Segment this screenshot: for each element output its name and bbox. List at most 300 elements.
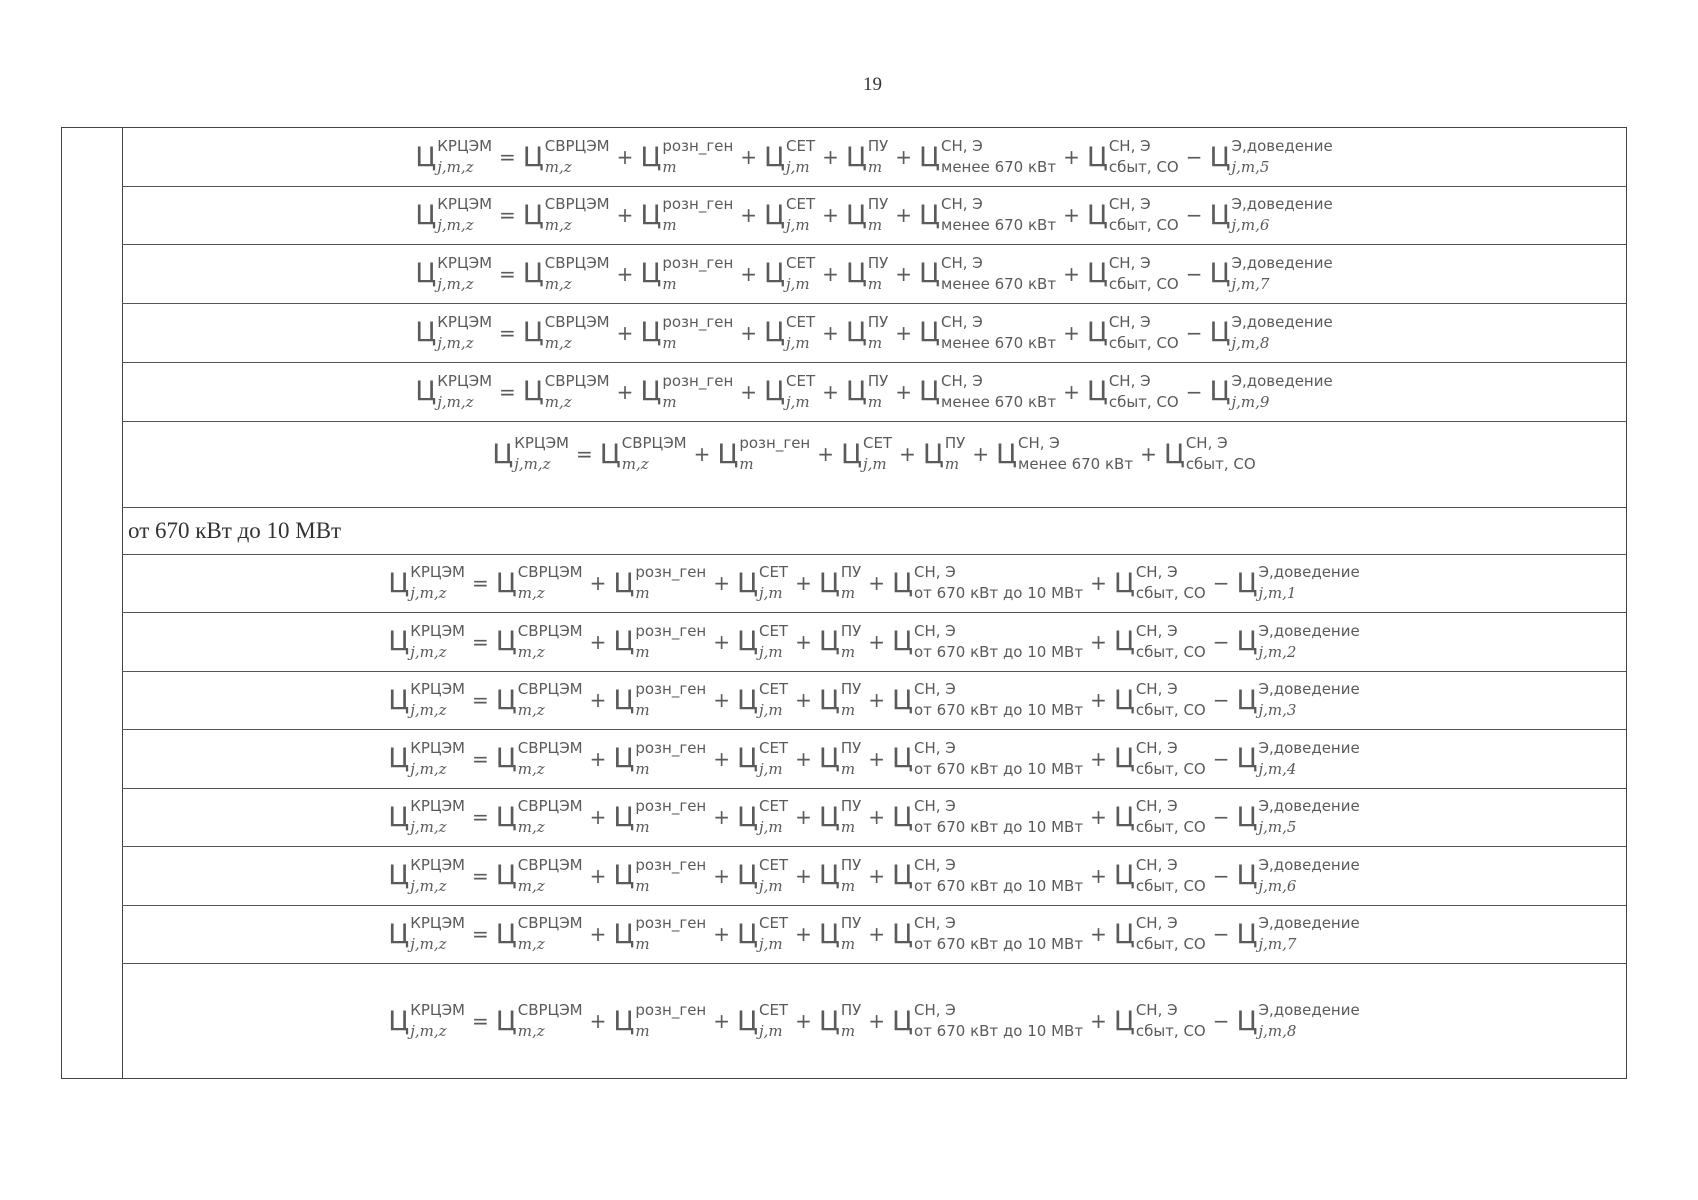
plus-sign: +	[1090, 863, 1107, 888]
krcem-superscript: КРЦЭМ	[437, 137, 493, 155]
set-subscript: j,m	[758, 759, 783, 778]
sbyt-scripts	[1136, 857, 1206, 895]
krcem-term	[415, 255, 492, 293]
svrcem-superscript: СВРЦЭМ	[517, 738, 583, 757]
svrcem-scripts	[518, 857, 583, 895]
sbyt-base: Ц	[1113, 860, 1135, 891]
table-row	[122, 554, 1626, 613]
krcem-scripts	[410, 915, 465, 953]
price-formula	[387, 1002, 1360, 1040]
rozn-gen-scripts	[635, 681, 706, 719]
krcem-scripts	[410, 564, 465, 602]
pu-base: Ц	[922, 438, 944, 470]
sbyt-base: Ц	[1113, 626, 1135, 657]
krcem-base: Ц	[415, 199, 437, 231]
rozn-gen-base: Ц	[613, 860, 635, 891]
sn-term	[892, 1002, 1083, 1040]
plus-sign: +	[895, 320, 913, 345]
pu-subscript: m	[867, 274, 883, 293]
krcem-subscript: j,m,z	[410, 1022, 447, 1040]
table-row	[122, 612, 1626, 672]
set-subscript: j,m	[758, 876, 783, 895]
plus-sign: +	[740, 379, 758, 404]
dovedenie-superscript: Э,доведение	[1258, 855, 1360, 874]
pu-subscript: m	[840, 1022, 856, 1040]
sbyt-superscript: СН, Э	[1108, 312, 1151, 331]
rozn-gen-scripts	[635, 623, 706, 661]
sbyt-subscript: сбыт, СО	[1135, 935, 1206, 953]
svrcem-base: Ц	[495, 1005, 517, 1037]
svrcem-base: Ц	[495, 626, 517, 657]
sn-scripts	[914, 740, 1083, 778]
plus-sign: +	[1090, 1009, 1107, 1033]
sbyt-term	[1087, 373, 1179, 411]
sn-superscript: СН, Э	[1018, 434, 1060, 452]
svrcem-scripts	[545, 196, 610, 234]
dovedenie-subscript: j,m,8	[1258, 1022, 1297, 1040]
price-formula	[387, 915, 1360, 953]
set-subscript: j,m	[758, 818, 783, 836]
sbyt-base: Ц	[1113, 801, 1135, 833]
table-row	[122, 671, 1626, 730]
sbyt-subscript: сбыт, СО	[1108, 274, 1179, 293]
price-formula	[414, 138, 1333, 176]
set-scripts	[759, 857, 788, 895]
plus-sign: +	[1063, 203, 1080, 227]
dovedenie-subscript: j,m,5	[1231, 158, 1270, 176]
sbyt-base: Ц	[1113, 743, 1135, 774]
dovedenie-subscript: j,m,9	[1231, 392, 1270, 411]
pu-base: Ц	[818, 567, 840, 599]
dovedenie-base: Ц	[1236, 684, 1258, 716]
krcem-subscript: j,m,z	[437, 216, 474, 234]
plus-sign: +	[1090, 746, 1107, 771]
krcem-base: Ц	[388, 626, 410, 657]
minus-sign: −	[1185, 379, 1203, 404]
krcem-base: Ц	[388, 918, 410, 950]
dovedenie-base: Ц	[1236, 918, 1258, 950]
sbyt-superscript: СН, Э	[1108, 253, 1151, 272]
pu-term	[819, 740, 861, 778]
krcem-term	[388, 915, 465, 953]
pu-superscript: ПУ	[840, 680, 862, 698]
dovedenie-term	[1237, 564, 1360, 602]
krcem-base: Ц	[388, 1005, 410, 1037]
dovedenie-base: Ц	[1209, 141, 1231, 173]
dovedenie-superscript: Э,доведение	[1258, 563, 1360, 581]
plus-sign: +	[895, 261, 913, 286]
rozn-gen-base: Ц	[613, 918, 635, 950]
sbyt-scripts	[1109, 314, 1179, 352]
set-base: Ц	[737, 860, 758, 891]
svrcem-subscript: m,z	[517, 642, 545, 661]
set-base: Ц	[764, 141, 785, 173]
sbyt-superscript: СН, Э	[1108, 137, 1151, 155]
rozn-gen-subscript: m	[662, 216, 677, 234]
set-term	[737, 681, 788, 719]
sn-base: Ц	[892, 1005, 913, 1037]
plus-sign: +	[589, 922, 607, 946]
plus-sign: +	[1090, 805, 1107, 829]
set-subscript: j,m	[862, 455, 887, 473]
set-term	[737, 1002, 788, 1040]
set-scripts	[863, 435, 892, 473]
sn-term	[892, 564, 1083, 602]
set-scripts	[759, 623, 788, 661]
pu-base: Ц	[845, 258, 867, 289]
rozn-gen-term	[613, 915, 706, 953]
sn-subscript: от 670 кВт до 10 МВт	[914, 701, 1084, 719]
sbyt-base: Ц	[1113, 567, 1135, 599]
dovedenie-base: Ц	[1236, 626, 1258, 657]
dovedenie-base: Ц	[1236, 567, 1258, 599]
sn-scripts	[941, 255, 1056, 293]
rozn-gen-scripts	[739, 435, 810, 473]
pu-superscript: ПУ	[840, 563, 862, 581]
rozn-gen-term	[640, 314, 733, 352]
rozn-gen-scripts	[635, 915, 706, 953]
dovedenie-base: Ц	[1209, 317, 1231, 348]
krcem-scripts	[437, 196, 492, 234]
minus-sign: −	[1212, 805, 1230, 829]
pu-superscript: ПУ	[867, 312, 889, 331]
dovedenie-base: Ц	[1236, 1005, 1258, 1037]
svrcem-subscript: m,z	[621, 455, 649, 473]
krcem-superscript: КРЦЭМ	[410, 855, 465, 874]
rozn-gen-superscript: розн_ген	[662, 137, 734, 155]
dovedenie-subscript: j,m,7	[1231, 274, 1270, 293]
pu-base: Ц	[818, 801, 840, 833]
svrcem-base: Ц	[495, 860, 517, 891]
plus-sign: +	[589, 629, 607, 654]
price-formula	[387, 798, 1360, 836]
krcem-subscript: j,m,z	[410, 935, 447, 953]
svrcem-superscript: СВРЦЭМ	[544, 195, 610, 213]
dovedenie-subscript: j,m,3	[1258, 701, 1297, 719]
sbyt-superscript: СН, Э	[1135, 914, 1178, 932]
plus-sign: +	[868, 805, 886, 829]
sbyt-scripts	[1136, 915, 1206, 953]
rozn-gen-superscript: розн_ген	[635, 680, 707, 698]
plus-sign: +	[795, 863, 812, 888]
rozn-gen-superscript: розн_ген	[635, 855, 707, 874]
table-left-column	[62, 128, 123, 1078]
dovedenie-scripts	[1231, 138, 1332, 176]
set-term	[737, 857, 788, 895]
set-superscript: СЕТ	[758, 797, 789, 815]
plus-sign: +	[616, 203, 634, 227]
rozn-gen-term	[613, 564, 706, 602]
plus-sign: +	[713, 688, 731, 712]
plus-sign: +	[899, 442, 916, 466]
sbyt-subscript: сбыт, СО	[1108, 333, 1179, 352]
svrcem-scripts	[518, 798, 583, 836]
sbyt-term	[1087, 196, 1179, 234]
equals-sign: =	[499, 379, 516, 404]
sn-base: Ц	[892, 626, 913, 657]
rozn-gen-base: Ц	[640, 199, 662, 231]
sbyt-subscript: сбыт, СО	[1108, 392, 1179, 411]
dovedenie-scripts	[1258, 1002, 1359, 1040]
sbyt-term	[1114, 798, 1206, 836]
minus-sign: −	[1185, 145, 1203, 169]
set-scripts	[786, 138, 815, 176]
rozn-gen-term	[640, 255, 733, 293]
krcem-superscript: КРЦЭМ	[410, 1001, 465, 1019]
krcem-term	[388, 798, 465, 836]
dovedenie-subscript: j,m,2	[1258, 642, 1297, 661]
sbyt-base: Ц	[1086, 199, 1108, 231]
plus-sign: +	[589, 688, 607, 712]
table-row	[122, 244, 1626, 304]
pu-scripts	[841, 681, 861, 719]
svrcem-superscript: СВРЦЭМ	[621, 434, 687, 452]
rozn-gen-superscript: розн_ген	[662, 253, 734, 272]
sn-scripts	[914, 623, 1083, 661]
set-base: Ц	[737, 567, 758, 599]
sn-subscript: от 670 кВт до 10 МВт	[914, 1022, 1084, 1040]
plus-sign: +	[1090, 688, 1107, 712]
sn-term	[996, 435, 1133, 473]
pu-base: Ц	[818, 860, 840, 891]
svrcem-subscript: m,z	[517, 1022, 545, 1040]
pu-scripts	[868, 138, 888, 176]
set-base: Ц	[737, 1005, 758, 1037]
set-subscript: j,m	[786, 274, 810, 293]
sbyt-scripts	[1136, 564, 1206, 602]
svrcem-term	[523, 255, 610, 293]
set-base: Ц	[737, 626, 758, 657]
pu-scripts	[868, 314, 888, 352]
set-scripts	[759, 564, 788, 602]
price-formula	[387, 681, 1360, 719]
set-term	[737, 798, 788, 836]
set-scripts	[786, 373, 815, 411]
pu-term	[819, 681, 861, 719]
plus-sign: +	[713, 1009, 731, 1033]
plus-sign: +	[713, 571, 731, 595]
sbyt-scripts	[1109, 255, 1179, 293]
rozn-gen-superscript: розн_ген	[635, 563, 707, 581]
sbyt-subscript: сбыт, СО	[1135, 701, 1206, 719]
equals-sign: =	[472, 863, 489, 888]
plus-sign: +	[868, 629, 886, 654]
sbyt-term	[1114, 915, 1206, 953]
set-superscript: СЕТ	[786, 253, 816, 272]
krcem-base: Ц	[388, 567, 410, 599]
equals-sign: =	[472, 805, 489, 829]
plus-sign: +	[713, 805, 731, 829]
section-label: от 670 кВт до 10 МВт	[122, 508, 1626, 555]
set-term	[737, 623, 788, 661]
dovedenie-term	[1237, 623, 1360, 661]
krcem-subscript: j,m,z	[410, 642, 447, 661]
sbyt-term	[1087, 138, 1179, 176]
equals-sign: =	[499, 145, 516, 169]
sbyt-base: Ц	[1113, 918, 1135, 950]
krcem-term	[388, 564, 465, 602]
table-row	[122, 846, 1626, 906]
pu-term	[846, 255, 888, 293]
pu-superscript: ПУ	[867, 253, 889, 272]
krcem-base: Ц	[388, 801, 410, 833]
svrcem-base: Ц	[522, 376, 544, 407]
sn-superscript: СН, Э	[914, 914, 956, 932]
rozn-gen-base: Ц	[717, 438, 739, 470]
price-formula	[387, 740, 1360, 778]
plus-sign: +	[822, 379, 839, 404]
sn-subscript: менее 670 кВт	[941, 333, 1057, 352]
dovedenie-superscript: Э,доведение	[1231, 253, 1333, 272]
sbyt-subscript: сбыт, СО	[1135, 818, 1206, 836]
sn-scripts	[914, 915, 1083, 953]
pu-superscript: ПУ	[840, 738, 862, 757]
set-subscript: j,m	[786, 216, 810, 234]
sbyt-superscript: СН, Э	[1135, 621, 1178, 640]
plus-sign: +	[795, 629, 812, 654]
pu-base: Ц	[845, 199, 867, 231]
svrcem-superscript: СВРЦЭМ	[517, 855, 583, 874]
dovedenie-scripts	[1231, 373, 1332, 411]
rozn-gen-subscript: m	[635, 701, 650, 719]
sn-superscript: СН, Э	[941, 371, 983, 390]
sn-subscript: менее 670 кВт	[1018, 455, 1134, 473]
plus-sign: +	[1063, 145, 1080, 169]
svrcem-term	[523, 373, 610, 411]
sbyt-base: Ц	[1113, 684, 1135, 716]
dovedenie-scripts	[1231, 255, 1332, 293]
set-superscript: СЕТ	[786, 312, 816, 331]
sbyt-base: Ц	[1163, 438, 1185, 470]
rozn-gen-subscript: m	[662, 392, 677, 411]
rozn-gen-base: Ц	[613, 567, 635, 599]
pu-superscript: ПУ	[840, 855, 862, 874]
sn-superscript: СН, Э	[914, 738, 956, 757]
sbyt-term	[1087, 255, 1179, 293]
set-subscript: j,m	[786, 392, 810, 411]
svrcem-subscript: m,z	[517, 876, 545, 895]
sn-scripts	[941, 373, 1056, 411]
minus-sign: −	[1185, 261, 1203, 286]
svrcem-scripts	[622, 435, 687, 473]
sn-scripts	[914, 857, 1083, 895]
plus-sign: +	[795, 746, 812, 771]
svrcem-base: Ц	[495, 918, 517, 950]
rozn-gen-term	[613, 798, 706, 836]
plus-sign: +	[713, 922, 731, 946]
svrcem-subscript: m,z	[544, 274, 572, 293]
pu-scripts	[841, 623, 861, 661]
set-base: Ц	[737, 918, 758, 950]
plus-sign: +	[740, 203, 758, 227]
dovedenie-superscript: Э,доведение	[1231, 195, 1333, 213]
rozn-gen-scripts	[662, 373, 733, 411]
sbyt-superscript: СН, Э	[1135, 680, 1178, 698]
svrcem-scripts	[518, 564, 583, 602]
plus-sign: +	[795, 1009, 812, 1033]
plus-sign: +	[868, 922, 886, 946]
set-term	[841, 435, 892, 473]
krcem-subscript: j,m,z	[437, 392, 474, 411]
krcem-subscript: j,m,z	[410, 701, 447, 719]
equals-sign: =	[472, 571, 489, 595]
rozn-gen-scripts	[635, 564, 706, 602]
sbyt-base: Ц	[1113, 1005, 1135, 1037]
pu-scripts	[841, 1002, 861, 1040]
krcem-scripts	[437, 255, 492, 293]
svrcem-term	[523, 138, 610, 176]
krcem-subscript: j,m,z	[410, 759, 447, 778]
pu-term	[846, 196, 888, 234]
krcem-base: Ц	[388, 743, 410, 774]
pu-subscript: m	[944, 455, 960, 473]
plus-sign: +	[1140, 442, 1157, 466]
pu-subscript: m	[867, 333, 883, 352]
page-number: 19	[863, 74, 882, 95]
plus-sign: +	[1090, 922, 1107, 946]
svrcem-base: Ц	[495, 743, 517, 774]
sn-base: Ц	[919, 199, 941, 231]
plus-sign: +	[868, 1009, 886, 1033]
price-formula	[387, 564, 1360, 602]
sn-term	[892, 798, 1083, 836]
svrcem-base: Ц	[522, 199, 544, 231]
krcem-term	[388, 857, 465, 895]
svrcem-term	[496, 564, 583, 602]
sn-term	[919, 138, 1056, 176]
pu-subscript: m	[867, 216, 883, 234]
dovedenie-term	[1237, 798, 1360, 836]
dovedenie-scripts	[1258, 740, 1359, 778]
sbyt-term	[1114, 1002, 1206, 1040]
rozn-gen-scripts	[662, 196, 733, 234]
set-scripts	[759, 798, 788, 836]
rozn-gen-subscript: m	[662, 333, 677, 352]
formula-table	[61, 127, 1627, 1079]
set-scripts	[786, 196, 815, 234]
svrcem-superscript: СВРЦЭМ	[517, 1001, 583, 1019]
plus-sign: +	[822, 320, 839, 345]
pu-subscript: m	[840, 818, 856, 836]
krcem-base: Ц	[415, 141, 437, 173]
pu-scripts	[868, 373, 888, 411]
equals-sign: =	[472, 922, 489, 946]
sbyt-term	[1164, 435, 1256, 473]
pu-subscript: m	[867, 158, 883, 176]
svrcem-superscript: СВРЦЭМ	[544, 253, 610, 272]
sbyt-scripts	[1109, 196, 1179, 234]
set-superscript: СЕТ	[862, 434, 893, 452]
set-term	[737, 915, 788, 953]
plus-sign: +	[868, 571, 886, 595]
rozn-gen-base: Ц	[613, 743, 635, 774]
svrcem-subscript: m,z	[544, 333, 572, 352]
dovedenie-subscript: j,m,5	[1258, 818, 1297, 836]
pu-superscript: ПУ	[840, 797, 862, 815]
plus-sign: +	[616, 261, 634, 286]
set-subscript: j,m	[758, 642, 783, 661]
plus-sign: +	[589, 571, 607, 595]
svrcem-scripts	[518, 623, 583, 661]
krcem-scripts	[410, 798, 465, 836]
minus-sign: −	[1212, 1009, 1230, 1033]
rozn-gen-base: Ц	[613, 801, 635, 833]
dovedenie-scripts	[1258, 681, 1359, 719]
pu-subscript: m	[840, 701, 856, 719]
rozn-gen-base: Ц	[613, 684, 635, 716]
krcem-base: Ц	[492, 438, 514, 470]
sbyt-base: Ц	[1086, 141, 1108, 173]
